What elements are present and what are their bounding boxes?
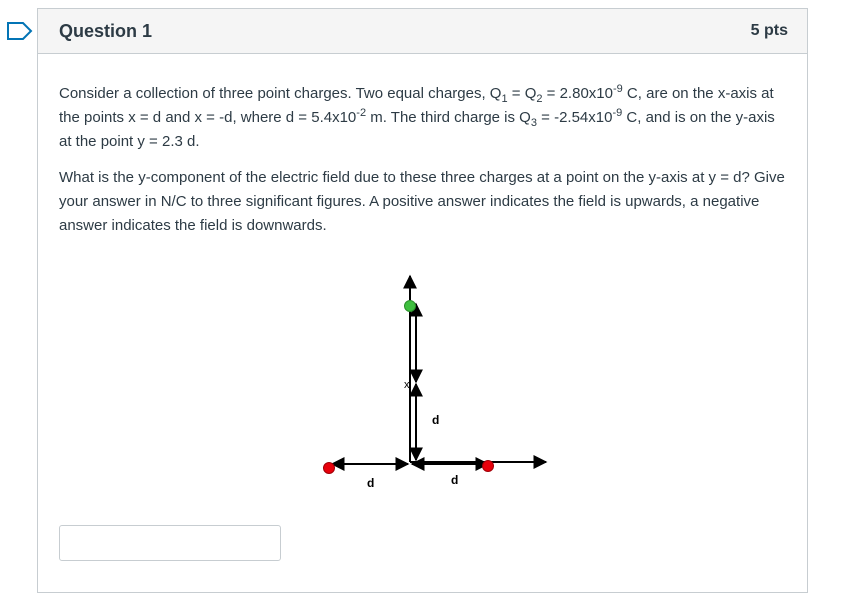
- label-d-left: d: [367, 476, 375, 490]
- question-paragraph-2: What is the y-component of the electric field due to these three charges at a point on the y-axis at y = d? Give your answer in N/C to three significant figures. A positive answer indicates the field is upwards, a negative answer indicates the field is downwards.: [59, 169, 785, 234]
- question-text: [38, 54, 807, 238]
- bookmark-icon[interactable]: [6, 20, 34, 42]
- question-points: 5 pts: [750, 22, 788, 39]
- answer-input[interactable]: [59, 525, 281, 561]
- charge-q1: [483, 461, 494, 472]
- question-paragraph-1: Consider a collection of three point charges. Two equal charges, $Q_1 = Q_2 = 2.80x10^{-9}$ C, are on the x-axis at the points x = d and x = -d, where $d = 5.4x10^{-2}$ m. The third charge is $Q_3 = -2.54x10^{-9}$ C, and is on the y-axis at the point y = 2.3 d.: [59, 83, 775, 150]
- charge-q2: [324, 463, 335, 474]
- question-card: [37, 8, 808, 593]
- label-d-vertical: d: [432, 413, 440, 427]
- label-d-right: d: [451, 473, 459, 487]
- charge-q3: [405, 301, 416, 312]
- charge-diagram: [308, 264, 548, 494]
- question-header: [38, 9, 807, 54]
- question-title: Question 1: [59, 20, 153, 41]
- origin-point-marker: x: [404, 379, 410, 391]
